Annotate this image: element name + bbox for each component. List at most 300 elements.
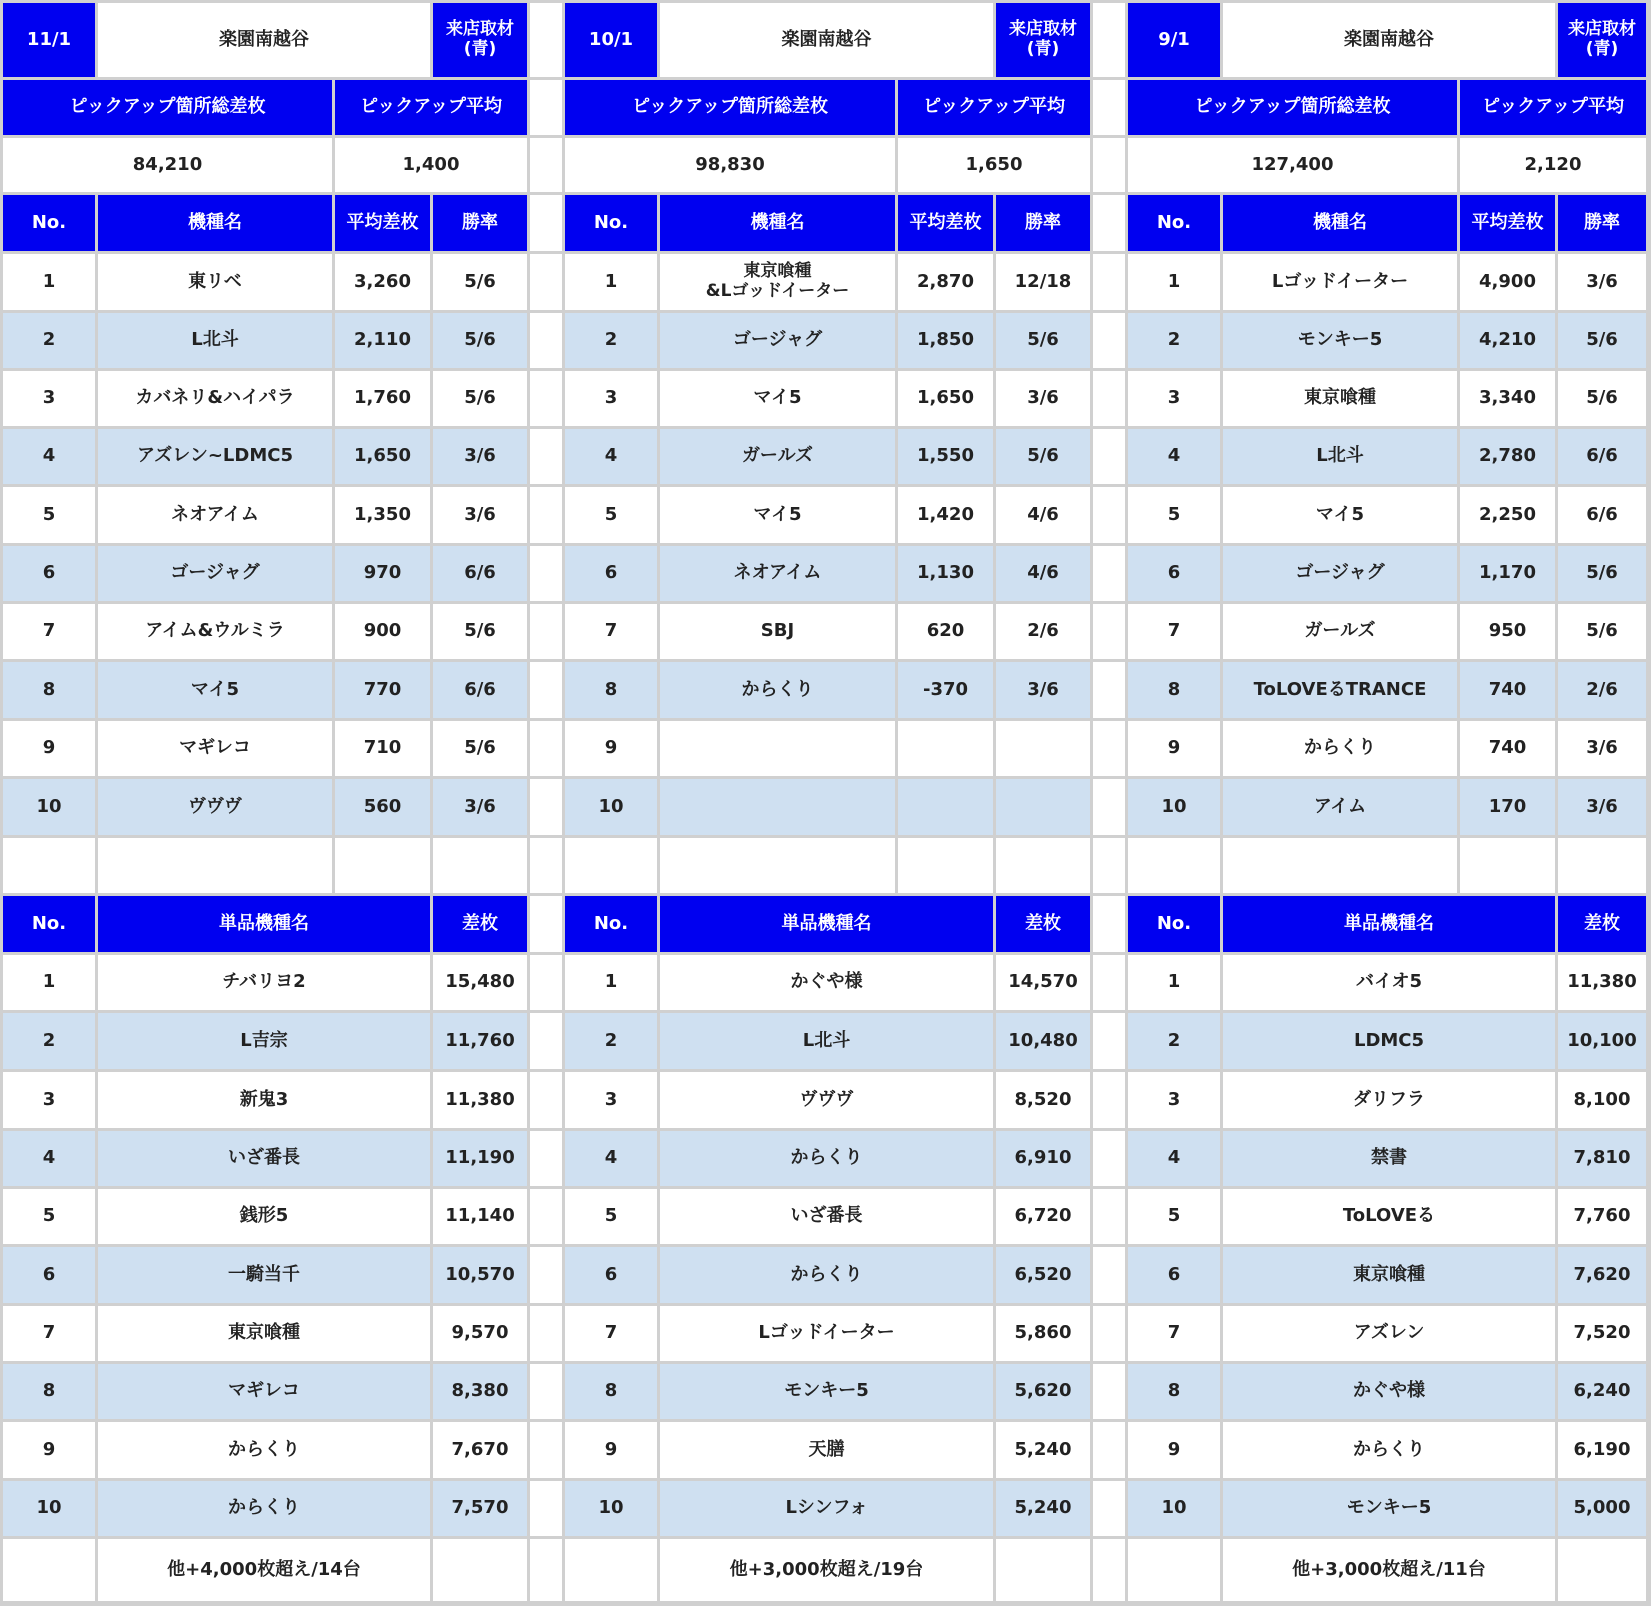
col-single-model-header: 単品機種名: [98, 896, 430, 952]
model-row-rate: 5/6: [996, 313, 1090, 368]
store-name: 楽園南越谷: [660, 3, 993, 77]
model-row-no: 2: [3, 313, 95, 368]
col-model-header: 機種名: [98, 195, 332, 251]
model-row-rate: 3/6: [1558, 779, 1646, 835]
model-row-avg: 950: [1460, 604, 1555, 659]
model-row-avg: 2,870: [898, 254, 993, 310]
single-row-name: からくり: [1223, 1422, 1555, 1478]
footer-blank: [996, 1539, 1090, 1601]
single-row-diff: 10,480: [996, 1013, 1090, 1069]
single-row-name: モンキー5: [1223, 1481, 1555, 1536]
separator-cell: [530, 546, 562, 601]
separator-cell: [1093, 138, 1125, 192]
single-row-no: 3: [1128, 1072, 1220, 1128]
single-row-diff: 11,190: [433, 1131, 527, 1186]
pickup-total-label: ピックアップ箇所総差枚: [3, 80, 332, 135]
separator-cell: [1093, 1072, 1125, 1128]
separator-cell: [1093, 955, 1125, 1010]
model-row-rate: 5/6: [433, 254, 527, 310]
date-cell: 10/1: [565, 3, 657, 77]
footer-note: 他+4,000枚超え/14台: [98, 1539, 430, 1601]
single-row-diff: 10,100: [1558, 1013, 1646, 1069]
model-row-avg: 900: [335, 604, 430, 659]
col-model-header: 機種名: [660, 195, 895, 251]
model-row-rate: [996, 721, 1090, 776]
model-row-rate: 6/6: [1558, 487, 1646, 543]
separator-cell: [1093, 1539, 1125, 1601]
model-row-name: ToLOVEるTRANCE: [1223, 662, 1457, 718]
separator-cell: [1093, 546, 1125, 601]
model-row-name: マイ5: [660, 487, 895, 543]
single-row-no: 3: [3, 1072, 95, 1128]
pickup-avg-label: ピックアップ平均: [1460, 80, 1646, 135]
model-row-name: 東京喰種 &Lゴッドイーター: [660, 254, 895, 310]
model-row-no: 1: [565, 254, 657, 310]
single-row-diff: 5,240: [996, 1481, 1090, 1536]
model-row-no: 5: [3, 487, 95, 543]
single-row-diff: 5,620: [996, 1364, 1090, 1419]
model-row-name: カバネリ&ハイパラ: [98, 371, 332, 426]
model-row-avg: [898, 721, 993, 776]
single-row-diff: 14,570: [996, 955, 1090, 1010]
footer-note: 他+3,000枚超え/11台: [1223, 1539, 1555, 1601]
blank-cell: [3, 838, 95, 893]
separator-cell: [1093, 896, 1125, 952]
separator-cell: [1093, 195, 1125, 251]
single-row-no: 4: [3, 1131, 95, 1186]
separator-cell: [530, 254, 562, 310]
model-row-name: からくり: [660, 662, 895, 718]
blank-cell: [1223, 838, 1457, 893]
single-row-no: 2: [3, 1013, 95, 1069]
pickup-total-label: ピックアップ箇所総差枚: [1128, 80, 1457, 135]
blank-cell: [433, 838, 527, 893]
date-cell: 11/1: [3, 3, 95, 77]
single-row-no: 7: [3, 1306, 95, 1361]
pickup-avg-label: ピックアップ平均: [335, 80, 527, 135]
separator-cell: [530, 1306, 562, 1361]
single-row-diff: 7,670: [433, 1422, 527, 1478]
single-row-no: 4: [565, 1131, 657, 1186]
model-row-no: 4: [3, 429, 95, 484]
single-row-name: いざ番長: [660, 1189, 993, 1244]
model-row-avg: 1,550: [898, 429, 993, 484]
model-row-name: 東リベ: [98, 254, 332, 310]
separator-cell: [1093, 313, 1125, 368]
separator-cell: [530, 1481, 562, 1536]
single-row-name: L吉宗: [98, 1013, 430, 1069]
single-row-name: L北斗: [660, 1013, 993, 1069]
single-row-diff: 11,380: [433, 1072, 527, 1128]
col-avg-header: 平均差枚: [335, 195, 430, 251]
separator-cell: [1093, 604, 1125, 659]
col-avg-header: 平均差枚: [898, 195, 993, 251]
model-row-avg: 620: [898, 604, 993, 659]
model-row-no: 4: [1128, 429, 1220, 484]
model-row-rate: 4/6: [996, 546, 1090, 601]
model-row-no: 6: [3, 546, 95, 601]
model-row-no: 10: [1128, 779, 1220, 835]
single-row-no: 8: [3, 1364, 95, 1419]
model-row-name: L北斗: [98, 313, 332, 368]
model-row-avg: 2,780: [1460, 429, 1555, 484]
separator-cell: [1093, 371, 1125, 426]
single-row-name: チバリヨ2: [98, 955, 430, 1010]
pickup-avg-value: 1,400: [335, 138, 527, 192]
separator-cell: [530, 1247, 562, 1303]
col-model-header: 機種名: [1223, 195, 1457, 251]
model-row-no: 7: [565, 604, 657, 659]
separator-cell: [530, 138, 562, 192]
pickup-total-value: 98,830: [565, 138, 895, 192]
single-row-no: 10: [1128, 1481, 1220, 1536]
model-row-no: 9: [3, 721, 95, 776]
model-row-avg: 710: [335, 721, 430, 776]
single-row-name: マギレコ: [98, 1364, 430, 1419]
separator-cell: [1093, 254, 1125, 310]
model-row-rate: 2/6: [1558, 662, 1646, 718]
model-row-avg: 740: [1460, 721, 1555, 776]
model-row-rate: 3/6: [996, 371, 1090, 426]
single-row-name: バイオ5: [1223, 955, 1555, 1010]
separator-cell: [530, 1422, 562, 1478]
single-row-name: 東京喰種: [1223, 1247, 1555, 1303]
single-row-name: からくり: [660, 1247, 993, 1303]
col-rate-header: 勝率: [1558, 195, 1646, 251]
single-row-no: 6: [3, 1247, 95, 1303]
separator-cell: [1093, 779, 1125, 835]
model-row-avg: 3,340: [1460, 371, 1555, 426]
single-row-name: LDMC5: [1223, 1013, 1555, 1069]
model-row-name: アイム: [1223, 779, 1457, 835]
model-row-name: ガールズ: [1223, 604, 1457, 659]
blank-cell: [660, 838, 895, 893]
model-row-avg: 1,650: [335, 429, 430, 484]
col-no-header: No.: [1128, 195, 1220, 251]
single-row-no: 9: [565, 1422, 657, 1478]
single-row-name: かぐや様: [1223, 1364, 1555, 1419]
model-row-no: 9: [1128, 721, 1220, 776]
model-row-no: 8: [565, 662, 657, 718]
single-row-no: 6: [565, 1247, 657, 1303]
col-single-model-header: 単品機種名: [1223, 896, 1555, 952]
model-row-avg: 1,130: [898, 546, 993, 601]
footer-blank: [565, 1539, 657, 1601]
model-row-avg: 3,260: [335, 254, 430, 310]
single-row-diff: 8,380: [433, 1364, 527, 1419]
single-row-diff: 8,100: [1558, 1072, 1646, 1128]
model-row-name: ガールズ: [660, 429, 895, 484]
single-row-diff: 11,380: [1558, 955, 1646, 1010]
separator-cell: [530, 662, 562, 718]
single-row-diff: 5,240: [996, 1422, 1090, 1478]
model-row-name: [660, 779, 895, 835]
model-row-no: 7: [1128, 604, 1220, 659]
model-row-avg: 1,350: [335, 487, 430, 543]
model-row-rate: 5/6: [996, 429, 1090, 484]
model-row-no: 3: [1128, 371, 1220, 426]
single-row-no: 7: [1128, 1306, 1220, 1361]
model-row-no: 4: [565, 429, 657, 484]
model-row-no: 2: [565, 313, 657, 368]
model-row-no: 8: [3, 662, 95, 718]
col-no-header: No.: [1128, 896, 1220, 952]
model-row-no: 10: [3, 779, 95, 835]
single-row-no: 8: [1128, 1364, 1220, 1419]
footer-note: 他+3,000枚超え/19台: [660, 1539, 993, 1601]
model-row-name: モンキー5: [1223, 313, 1457, 368]
single-row-no: 10: [3, 1481, 95, 1536]
single-row-no: 1: [1128, 955, 1220, 1010]
separator-cell: [530, 838, 562, 893]
single-row-no: 5: [3, 1189, 95, 1244]
single-row-diff: 7,570: [433, 1481, 527, 1536]
model-row-avg: 1,170: [1460, 546, 1555, 601]
single-row-diff: 5,860: [996, 1306, 1090, 1361]
separator-cell: [1093, 662, 1125, 718]
single-row-name: いざ番長: [98, 1131, 430, 1186]
separator-cell: [530, 487, 562, 543]
model-row-name: SBJ: [660, 604, 895, 659]
single-row-name: 一騎当千: [98, 1247, 430, 1303]
col-no-header: No.: [3, 896, 95, 952]
store-name: 楽園南越谷: [98, 3, 430, 77]
model-row-avg: [898, 779, 993, 835]
single-row-diff: 7,520: [1558, 1306, 1646, 1361]
single-row-name: 東京喰種: [98, 1306, 430, 1361]
blank-cell: [996, 838, 1090, 893]
model-row-rate: [996, 779, 1090, 835]
model-row-no: 1: [1128, 254, 1220, 310]
model-row-name: マギレコ: [98, 721, 332, 776]
single-row-diff: 11,760: [433, 1013, 527, 1069]
single-row-no: 1: [3, 955, 95, 1010]
single-row-name: モンキー5: [660, 1364, 993, 1419]
single-row-name: アズレン: [1223, 1306, 1555, 1361]
separator-cell: [1093, 721, 1125, 776]
single-row-name: 禁書: [1223, 1131, 1555, 1186]
pickup-total-label: ピックアップ箇所総差枚: [565, 80, 895, 135]
model-row-avg: 170: [1460, 779, 1555, 835]
model-row-name: ゴージャグ: [98, 546, 332, 601]
pickup-total-value: 127,400: [1128, 138, 1457, 192]
separator-cell: [1093, 838, 1125, 893]
model-row-rate: 12/18: [996, 254, 1090, 310]
model-row-rate: 6/6: [1558, 429, 1646, 484]
single-row-diff: 7,620: [1558, 1247, 1646, 1303]
col-rate-header: 勝率: [433, 195, 527, 251]
model-row-avg: -370: [898, 662, 993, 718]
single-row-diff: 5,000: [1558, 1481, 1646, 1536]
col-diff-header: 差枚: [1558, 896, 1646, 952]
single-row-no: 6: [1128, 1247, 1220, 1303]
model-row-name: ネオアイム: [98, 487, 332, 543]
separator-cell: [1093, 1131, 1125, 1186]
single-row-diff: 6,240: [1558, 1364, 1646, 1419]
separator-cell: [1093, 1306, 1125, 1361]
model-row-name: ヴヴヴ: [98, 779, 332, 835]
separator-cell: [530, 1131, 562, 1186]
model-row-name: L北斗: [1223, 429, 1457, 484]
single-row-diff: 7,810: [1558, 1131, 1646, 1186]
date-cell: 9/1: [1128, 3, 1220, 77]
single-row-name: 天膳: [660, 1422, 993, 1478]
col-no-header: No.: [565, 195, 657, 251]
model-row-no: 8: [1128, 662, 1220, 718]
model-row-rate: 3/6: [1558, 254, 1646, 310]
model-row-name: ネオアイム: [660, 546, 895, 601]
model-row-no: 5: [565, 487, 657, 543]
model-row-rate: 5/6: [1558, 546, 1646, 601]
separator-cell: [530, 896, 562, 952]
model-row-avg: 4,900: [1460, 254, 1555, 310]
separator-cell: [1093, 1247, 1125, 1303]
single-row-no: 2: [1128, 1013, 1220, 1069]
footer-blank: [433, 1539, 527, 1601]
model-row-name: アズレン~LDMC5: [98, 429, 332, 484]
model-row-avg: 1,850: [898, 313, 993, 368]
model-row-no: 6: [1128, 546, 1220, 601]
single-row-diff: 6,910: [996, 1131, 1090, 1186]
single-row-diff: 6,190: [1558, 1422, 1646, 1478]
separator-cell: [530, 371, 562, 426]
separator-cell: [1093, 487, 1125, 543]
single-row-name: ダリフラ: [1223, 1072, 1555, 1128]
model-row-avg: 1,420: [898, 487, 993, 543]
pickup-avg-label: ピックアップ平均: [898, 80, 1090, 135]
model-row-rate: 5/6: [433, 721, 527, 776]
single-row-no: 3: [565, 1072, 657, 1128]
model-row-name: 東京喰種: [1223, 371, 1457, 426]
model-row-no: 3: [565, 371, 657, 426]
pickup-avg-value: 2,120: [1460, 138, 1646, 192]
model-row-rate: 3/6: [433, 779, 527, 835]
visit-label: 来店取材 (青): [433, 3, 527, 77]
model-row-rate: 5/6: [1558, 371, 1646, 426]
single-row-diff: 9,570: [433, 1306, 527, 1361]
pickup-avg-value: 1,650: [898, 138, 1090, 192]
single-row-name: Lゴッドイーター: [660, 1306, 993, 1361]
separator-cell: [530, 195, 562, 251]
blank-cell: [1460, 838, 1555, 893]
single-row-name: からくり: [98, 1422, 430, 1478]
model-row-avg: 740: [1460, 662, 1555, 718]
separator-cell: [1093, 1364, 1125, 1419]
single-row-diff: 6,520: [996, 1247, 1090, 1303]
model-row-name: マイ5: [1223, 487, 1457, 543]
footer-blank: [1558, 1539, 1646, 1601]
model-row-rate: 6/6: [433, 662, 527, 718]
footer-blank: [1128, 1539, 1220, 1601]
col-rate-header: 勝率: [996, 195, 1090, 251]
separator-cell: [530, 955, 562, 1010]
model-row-avg: 560: [335, 779, 430, 835]
separator-cell: [530, 604, 562, 659]
separator-cell: [530, 1072, 562, 1128]
single-row-no: 9: [3, 1422, 95, 1478]
single-row-name: ヴヴヴ: [660, 1072, 993, 1128]
single-row-diff: 15,480: [433, 955, 527, 1010]
single-row-no: 7: [565, 1306, 657, 1361]
single-row-no: 10: [565, 1481, 657, 1536]
separator-cell: [530, 1364, 562, 1419]
model-row-rate: 4/6: [996, 487, 1090, 543]
col-diff-header: 差枚: [433, 896, 527, 952]
col-avg-header: 平均差枚: [1460, 195, 1555, 251]
single-row-no: 8: [565, 1364, 657, 1419]
model-row-no: 3: [3, 371, 95, 426]
col-no-header: No.: [3, 195, 95, 251]
model-row-no: 6: [565, 546, 657, 601]
model-row-avg: 2,110: [335, 313, 430, 368]
footer-blank: [3, 1539, 95, 1601]
col-diff-header: 差枚: [996, 896, 1090, 952]
model-row-rate: 6/6: [433, 546, 527, 601]
separator-cell: [530, 1539, 562, 1601]
model-row-name: アイム&ウルミラ: [98, 604, 332, 659]
separator-cell: [1093, 1422, 1125, 1478]
single-row-no: 4: [1128, 1131, 1220, 1186]
blank-cell: [98, 838, 332, 893]
visit-label: 来店取材 (青): [1558, 3, 1646, 77]
model-row-name: [660, 721, 895, 776]
model-row-rate: 2/6: [996, 604, 1090, 659]
single-row-diff: 7,760: [1558, 1189, 1646, 1244]
model-row-name: マイ5: [660, 371, 895, 426]
model-row-no: 9: [565, 721, 657, 776]
separator-cell: [1093, 3, 1125, 77]
single-row-no: 1: [565, 955, 657, 1010]
single-row-diff: 6,720: [996, 1189, 1090, 1244]
single-row-diff: 11,140: [433, 1189, 527, 1244]
separator-cell: [530, 80, 562, 135]
separator-cell: [530, 313, 562, 368]
single-row-name: 新鬼3: [98, 1072, 430, 1128]
model-row-rate: 5/6: [433, 604, 527, 659]
model-row-no: 1: [3, 254, 95, 310]
store-name: 楽園南越谷: [1223, 3, 1555, 77]
model-row-avg: 2,250: [1460, 487, 1555, 543]
single-row-name: からくり: [98, 1481, 430, 1536]
separator-cell: [1093, 1481, 1125, 1536]
separator-cell: [1093, 429, 1125, 484]
model-row-name: Lゴッドイーター: [1223, 254, 1457, 310]
blank-cell: [898, 838, 993, 893]
model-row-name: ゴージャグ: [660, 313, 895, 368]
model-row-rate: 5/6: [1558, 313, 1646, 368]
single-row-name: 銭形5: [98, 1189, 430, 1244]
single-row-name: ToLOVEる: [1223, 1189, 1555, 1244]
separator-cell: [1093, 1013, 1125, 1069]
model-row-avg: 770: [335, 662, 430, 718]
model-row-rate: 3/6: [996, 662, 1090, 718]
model-row-rate: 5/6: [1558, 604, 1646, 659]
model-row-rate: 3/6: [433, 487, 527, 543]
model-row-rate: 5/6: [433, 313, 527, 368]
model-row-no: 7: [3, 604, 95, 659]
separator-cell: [1093, 80, 1125, 135]
model-row-name: マイ5: [98, 662, 332, 718]
blank-cell: [1128, 838, 1220, 893]
single-row-diff: 8,520: [996, 1072, 1090, 1128]
model-row-no: 5: [1128, 487, 1220, 543]
separator-cell: [1093, 1189, 1125, 1244]
model-row-avg: 1,650: [898, 371, 993, 426]
model-row-no: 10: [565, 779, 657, 835]
visit-label: 来店取材 (青): [996, 3, 1090, 77]
col-single-model-header: 単品機種名: [660, 896, 993, 952]
single-row-no: 2: [565, 1013, 657, 1069]
